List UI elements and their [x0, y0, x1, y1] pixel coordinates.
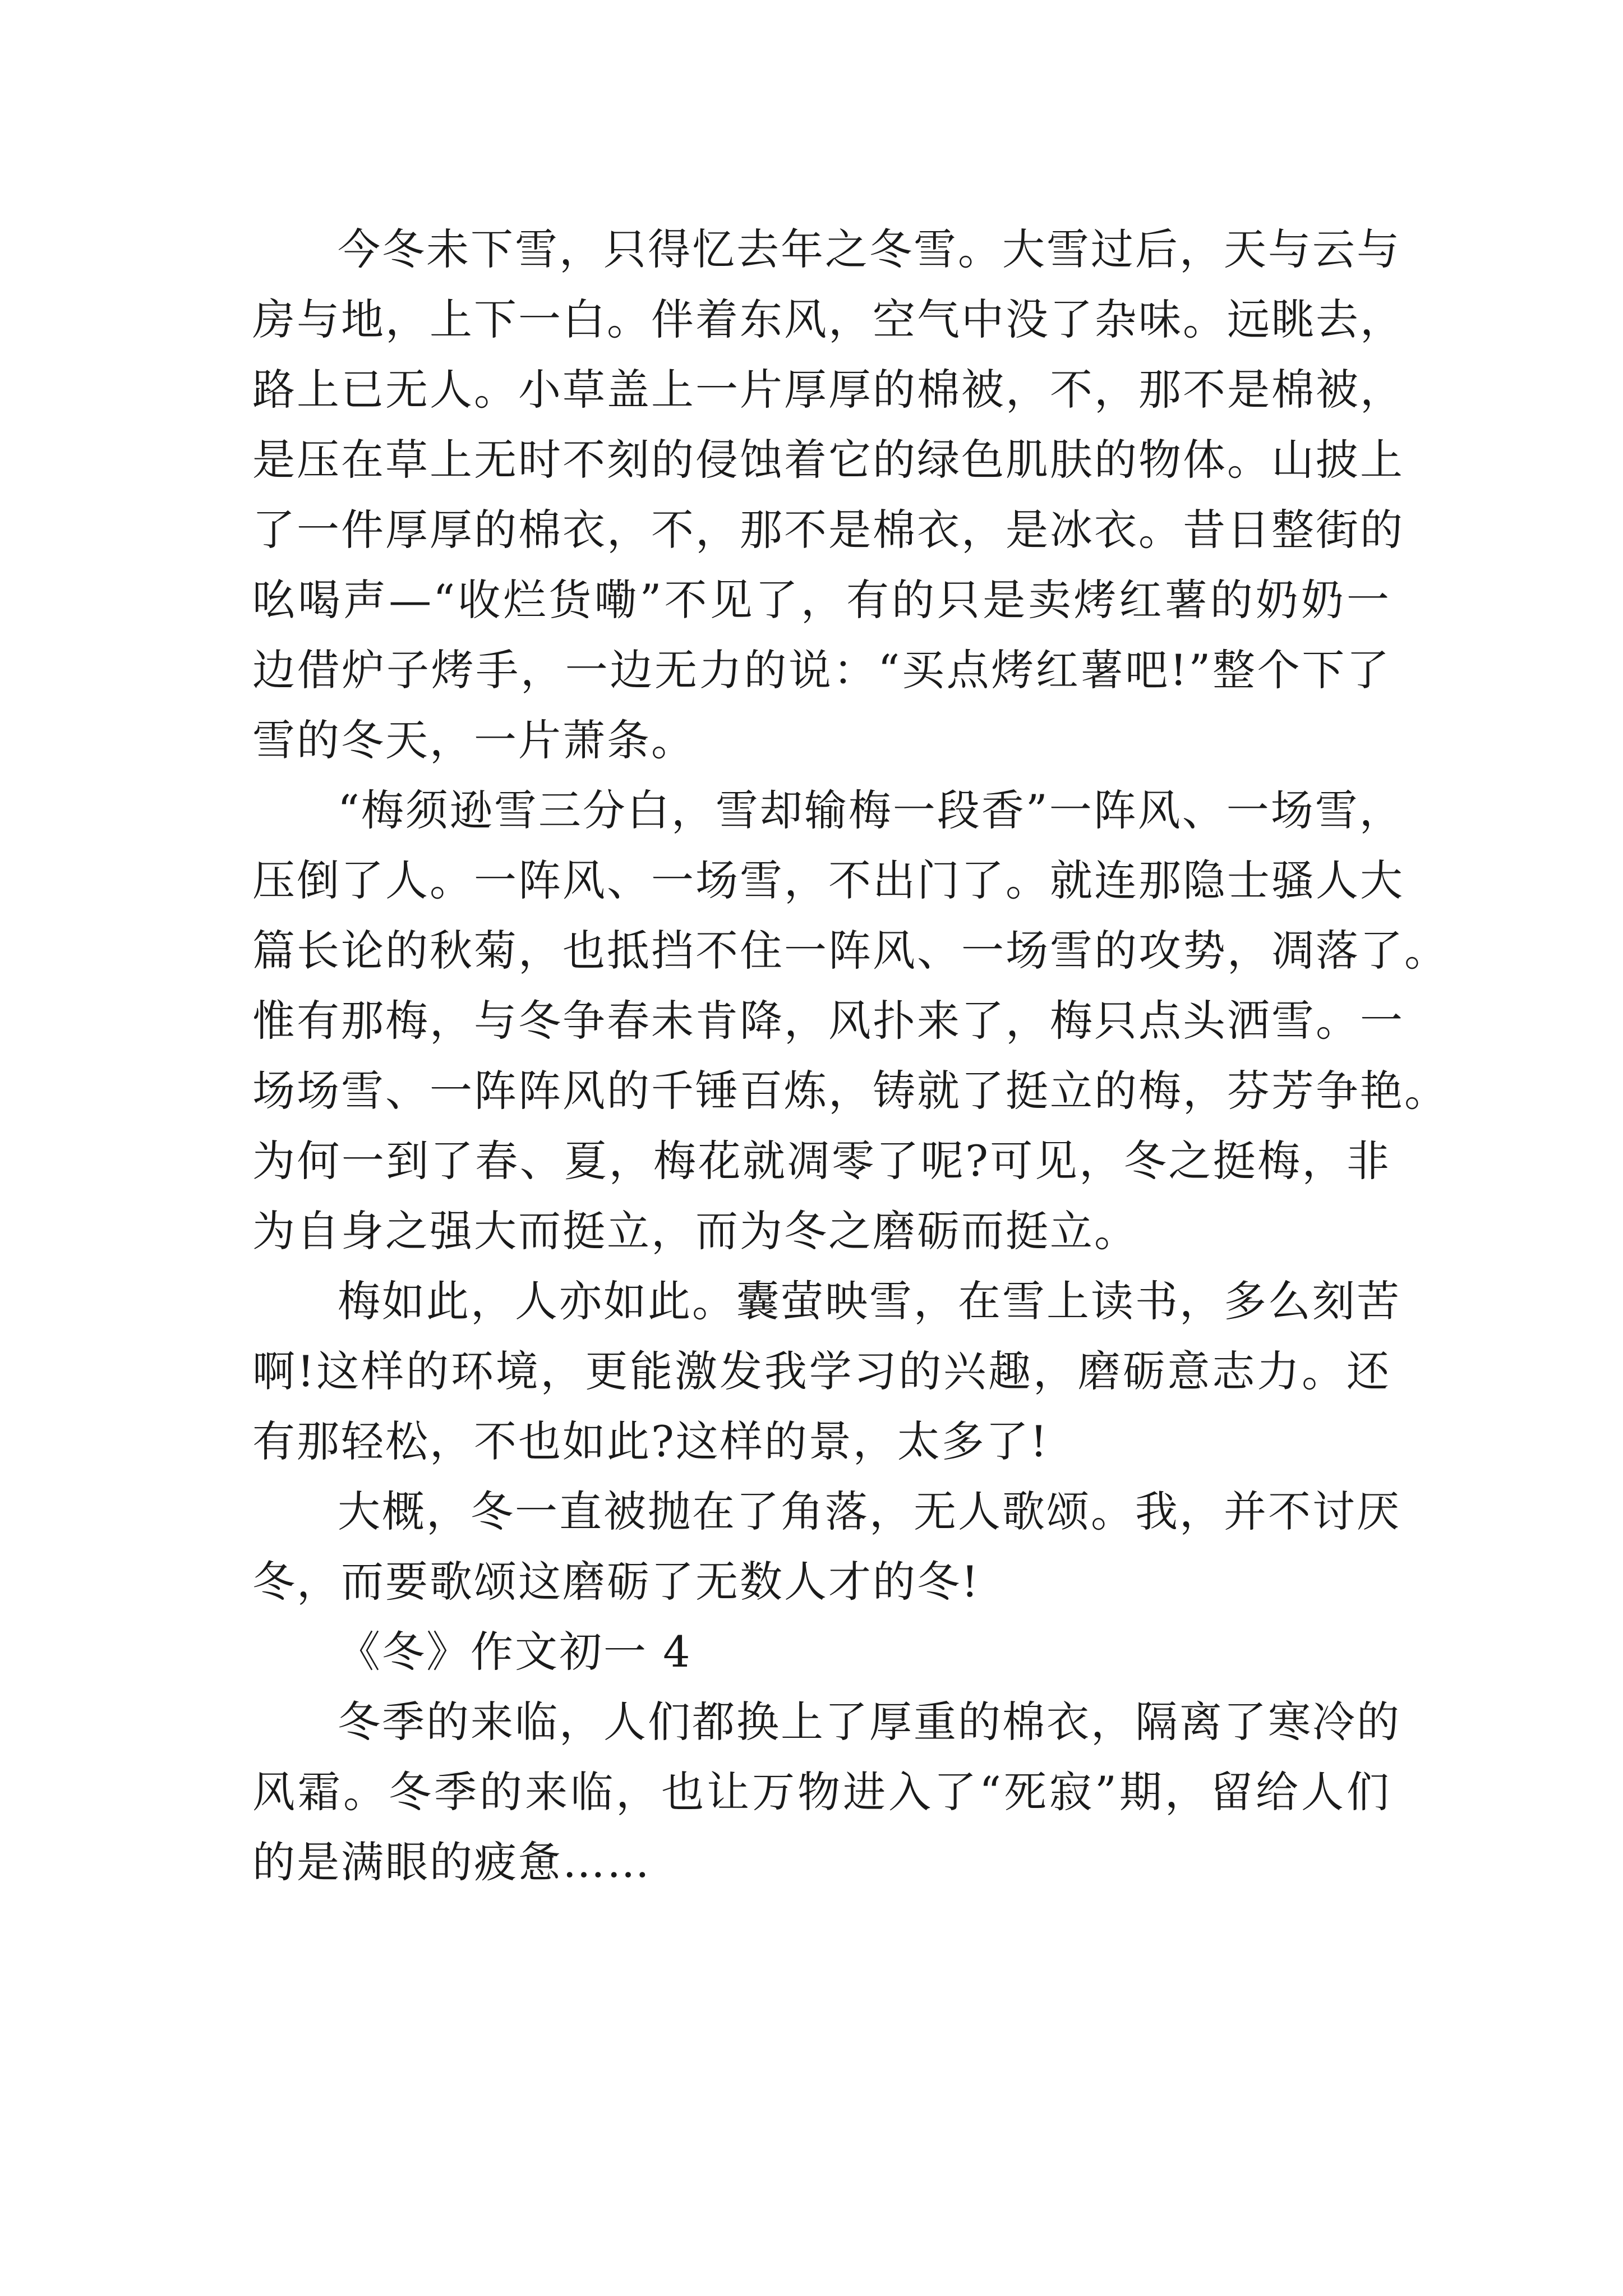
text-line: 了一件厚厚的棉衣，不，那不是棉衣，是冰衣。昔日整街的	[252, 505, 1404, 555]
text-line: 是压在草上无时不刻的侵蚀着它的绿色肌肤的物体。山披上	[252, 435, 1404, 485]
text-line: 篇长论的秋菊，也抵挡不住一阵风、一场雪的攻势，凋落了。	[252, 926, 1449, 976]
text-line: 边借炉子烤手，一边无力的说：“买点烤红薯吧!”整个下了	[252, 645, 1391, 695]
text-line: 房与地，上下一白。伴着东风，空气中没了杂味。远眺去，	[252, 295, 1404, 344]
text-line: 路上已无人。小草盖上一片厚厚的棉被，不，那不是棉被，	[252, 365, 1404, 415]
text-line: 冬，而要歌颂这磨砺了无数人才的冬!	[252, 1557, 980, 1607]
text-line: 有那轻松，不也如此?这样的景，太多了!	[252, 1416, 1049, 1466]
text-line: 冬季的来临，人们都换上了厚重的棉衣，隔离了寒冷的	[338, 1697, 1401, 1747]
section-heading	[252, 1617, 1391, 1687]
heading-text: 《冬》作文初一 4	[338, 1627, 692, 1677]
text-line: “梅须逊雪三分白，雪却输梅一段香”一阵风、一场雪，	[338, 785, 1404, 835]
document-body	[252, 214, 1449, 1897]
text-line: 大概，冬一直被抛在了角落，无人歌颂。我，并不讨厌	[338, 1487, 1401, 1536]
text-line: 场场雪、一阵阵风的千锤百炼，铸就了挺立的梅，芬芳争艳。	[252, 1066, 1449, 1116]
text-line: 今冬未下雪，只得忆去年之冬雪。大雪过后，天与云与	[338, 224, 1401, 274]
paragraph	[252, 1687, 1401, 1897]
text-line: 风霜。冬季的来临，也让万物进入了“死寂”期，留给人们	[252, 1767, 1391, 1817]
paragraph	[252, 775, 1449, 1266]
text-line: 为何一到了春、夏，梅花就凋零了呢?可见，冬之挺梅，非	[252, 1136, 1391, 1186]
text-line: 惟有那梅，与冬争春未肯降，风扑来了，梅只点头洒雪。一	[252, 996, 1404, 1046]
text-line: 为自身之强大而挺立，而为冬之磨砺而挺立。	[252, 1206, 1138, 1256]
text-line: 压倒了人。一阵风、一场雪，不出门了。就连那隐士骚人大	[252, 855, 1404, 905]
text-line: 的是满眼的疲惫……	[252, 1837, 651, 1887]
text-line: 雪的冬天，一片萧条。	[252, 715, 695, 765]
text-line: 啊!这样的环境，更能激发我学习的兴趣，磨砺意志力。还	[252, 1346, 1391, 1396]
paragraph	[252, 1476, 1401, 1617]
text-line: 吆喝声—“收烂货嘞”不见了，有的只是卖烤红薯的奶奶一	[252, 575, 1391, 625]
text-line: 梅如此，人亦如此。囊萤映雪，在雪上读书，多么刻苦	[338, 1276, 1401, 1326]
paragraph	[252, 1266, 1401, 1476]
paragraph	[252, 214, 1404, 775]
